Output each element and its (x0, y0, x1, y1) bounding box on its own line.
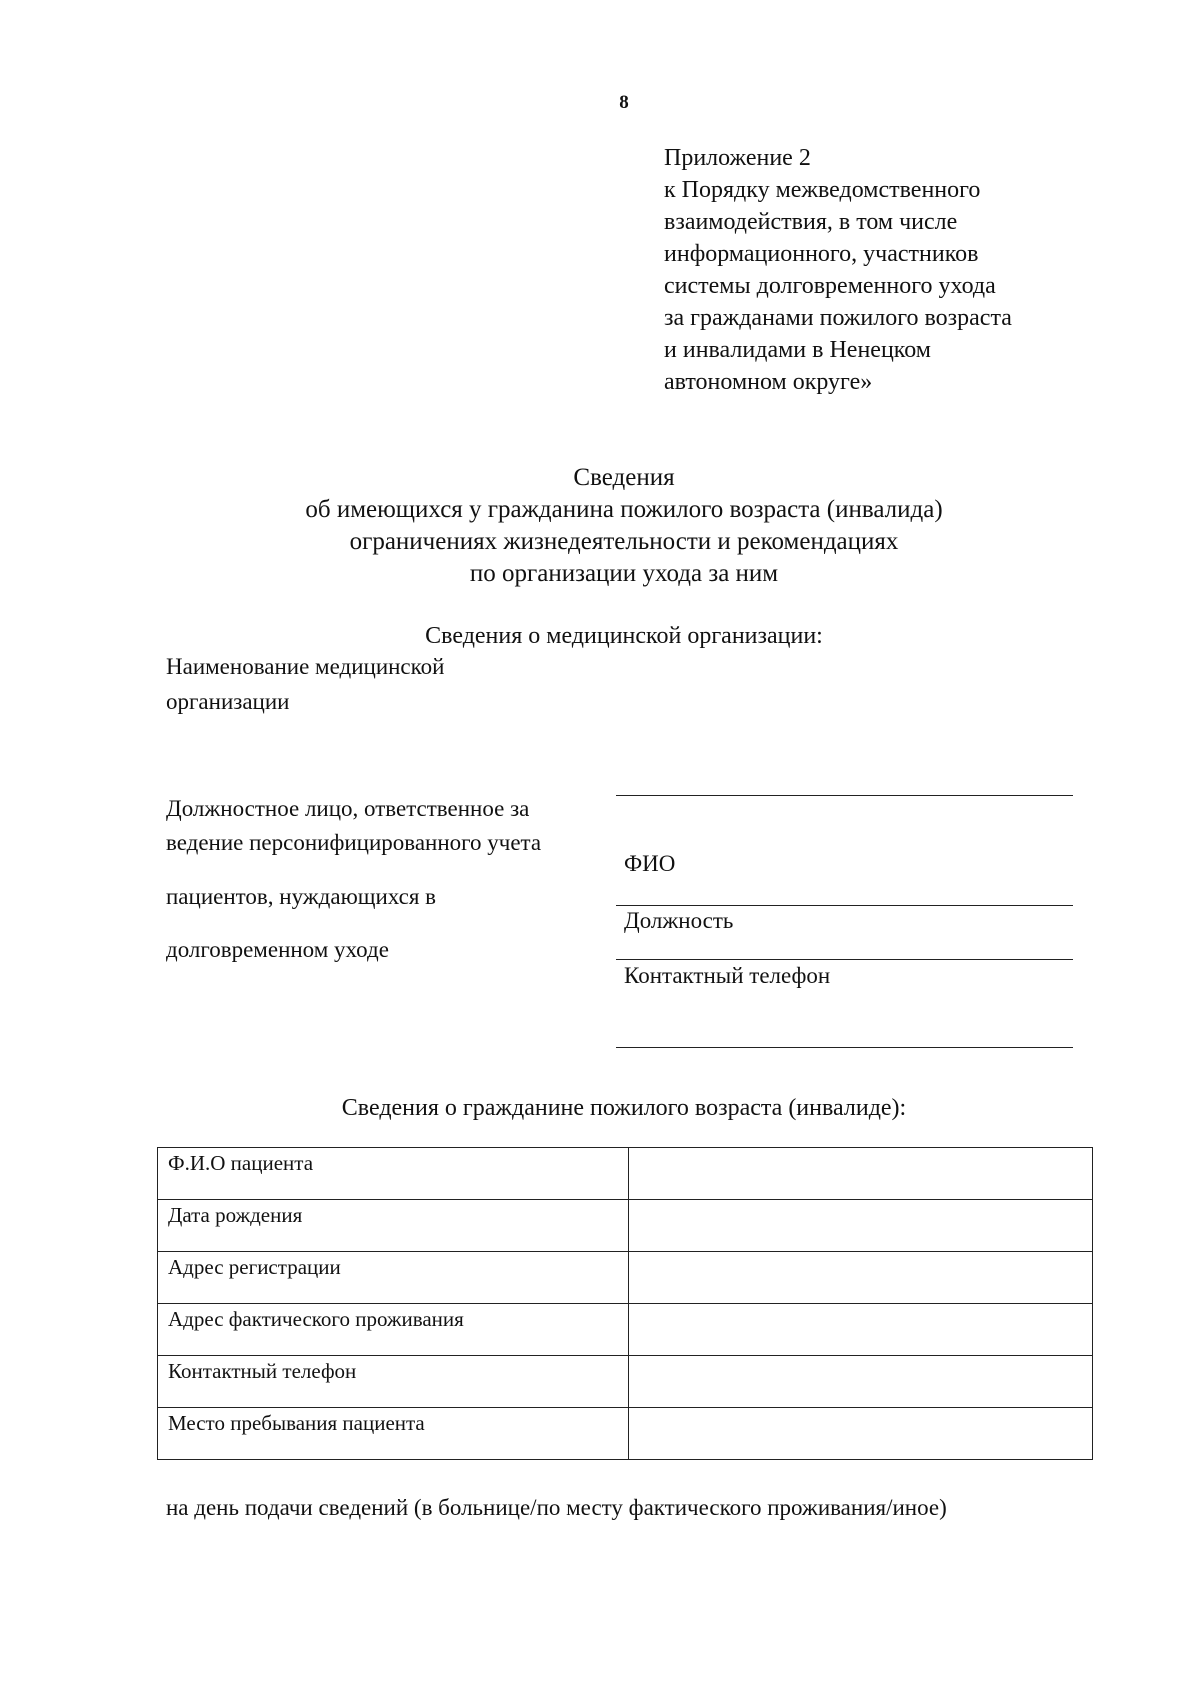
citizen-heading: Сведения о гражданине пожилого возраста (инвалиде): (341, 1095, 907, 1121)
table-row (158, 1148, 1093, 1200)
page-number: 8 (619, 92, 629, 113)
label-line: долговременном уходе (166, 937, 389, 962)
appendix-line: информационного, участников (664, 241, 979, 267)
fio-label: ФИО (624, 851, 676, 876)
citizen-table (157, 1147, 1093, 1460)
label-line: Наименование медицинской (166, 654, 445, 679)
title-line: об имеющихся у гражданина пожилого возраста (инвалида) (305, 496, 943, 523)
birth-date-cell[interactable] (629, 1200, 1093, 1252)
table-row (158, 1252, 1093, 1304)
patient-location-cell[interactable] (629, 1408, 1093, 1460)
appendix-line: автономном округе» (664, 369, 873, 395)
title-line: Сведения (573, 464, 675, 491)
appendix-line: за гражданами пожилого возраста (664, 305, 1012, 331)
row-label: Адрес регистрации (158, 1252, 629, 1304)
document-title (0, 462, 1200, 590)
table-row (158, 1304, 1093, 1356)
position-label: Должность (624, 908, 734, 933)
row-label: Контактный телефон (158, 1356, 629, 1408)
medical-org-heading: Сведения о медицинской организации: (425, 623, 823, 649)
label-line: пациентов, нуждающихся в (166, 884, 437, 909)
phone-label: Контактный телефон (624, 963, 831, 988)
row-label: Дата рождения (158, 1200, 629, 1252)
footer-note: на день подачи сведений (в больнице/по месту фактического проживания/иное) (166, 1495, 947, 1520)
row-label: Место пребывания пациента (158, 1408, 629, 1460)
label-line: Должностное лицо, ответственное за (166, 796, 530, 821)
position-line[interactable] (616, 959, 1073, 960)
appendix-header (664, 142, 1012, 398)
appendix-line: системы долговременного ухода (664, 273, 996, 299)
title-line: по организации ухода за ним (469, 560, 779, 587)
table-row (158, 1200, 1093, 1252)
patient-name-cell[interactable] (629, 1148, 1093, 1200)
appendix-line: взаимодействия, в том числе (664, 209, 958, 235)
med-org-name-label (166, 649, 444, 719)
appendix-line: и инвалидами в Ненецком (664, 337, 931, 363)
table-row (158, 1356, 1093, 1408)
med-org-name-line[interactable] (616, 795, 1073, 796)
actual-address-cell[interactable] (629, 1304, 1093, 1356)
phone-line[interactable] (616, 1047, 1073, 1048)
appendix-line: к Порядку межведомственного (664, 177, 981, 203)
table-row (158, 1408, 1093, 1460)
row-label: Ф.И.О пациента (158, 1148, 629, 1200)
label-line: организации (166, 689, 290, 714)
title-line: ограничениях жизнедеятельности и рекомендациях (349, 528, 899, 555)
registration-address-cell[interactable] (629, 1252, 1093, 1304)
label-line: ведение персонифицированного учета (166, 830, 542, 855)
appendix-line: Приложение 2 (664, 145, 811, 171)
official-person-label (166, 792, 541, 967)
contact-phone-cell[interactable] (629, 1356, 1093, 1408)
row-label: Адрес фактического проживания (158, 1304, 629, 1356)
